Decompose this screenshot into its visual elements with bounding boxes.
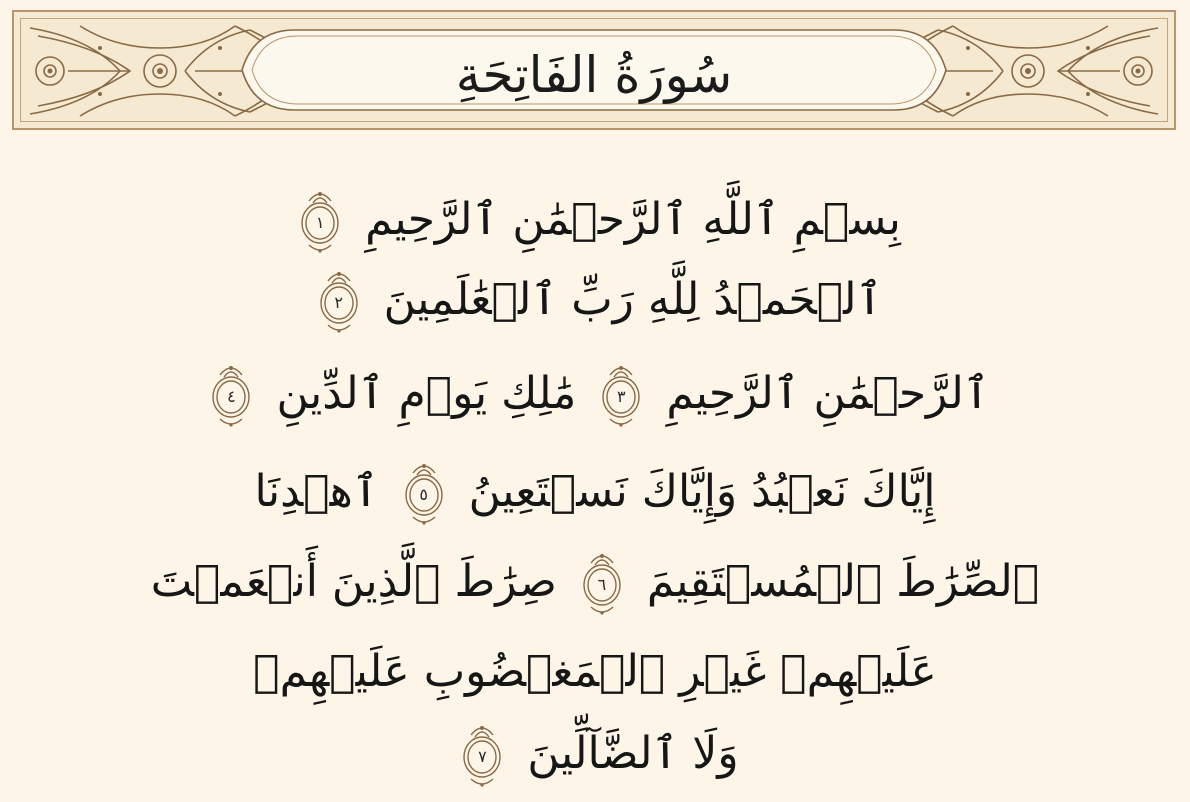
verse-text: ٱلرَّحۡمَٰنِ ٱلرَّحِيمِ: [666, 368, 990, 419]
verse-text: إِيَّاكَ نَعۡبُدُ وَإِيَّاكَ نَسۡتَعِينُ: [468, 466, 936, 517]
verse-text: ٱلصِّرَٰطَ ٱلۡمُسۡتَقِيمَ: [646, 556, 1040, 607]
ayah-number: ٧: [478, 747, 487, 766]
verse-line: [60, 178, 1130, 258]
verse-text: عَلَيۡهِمۡ غَيۡرِ ٱلۡمَغۡضُوبِ عَلَيۡهِمۡ: [253, 646, 937, 697]
verse-line: [60, 540, 1130, 620]
ayah-number: ٣: [617, 387, 626, 406]
verse-line: [60, 258, 1130, 338]
ayah-number: ٢: [334, 293, 343, 312]
ayah-number-marker-icon: [581, 547, 623, 617]
verse-line: [60, 630, 1130, 710]
ayah-number-marker-icon: [600, 359, 642, 429]
verse-text: وَلَا ٱلضَّآلِّينَ: [527, 728, 739, 779]
verse-line: [60, 712, 1130, 792]
verse-line: [60, 450, 1130, 530]
verse-text: ٱهۡدِنَا: [254, 466, 379, 517]
ayah-number-marker-icon: [299, 185, 341, 255]
verse-text: ٱلۡحَمۡدُ لِلَّهِ رَبِّ ٱلۡعَٰلَمِينَ: [383, 274, 883, 325]
ayah-number: ٦: [597, 575, 607, 594]
surah-header-frame: [12, 10, 1176, 130]
verse-text: صِرَٰطَ ٱلَّذِينَ أَنۡعَمۡتَ: [150, 556, 557, 607]
ayah-number-marker-icon: [210, 359, 252, 429]
surah-title: سُورَةُ الفَاتِحَةِ: [455, 46, 733, 104]
verse-text: بِسۡمِ ٱللَّهِ ٱلرَّحۡمَٰنِ ٱلرَّحِيمِ: [365, 194, 901, 245]
ayah-number: ٥: [419, 485, 428, 504]
ayah-number: ٤: [227, 387, 236, 406]
ayah-number: ١: [315, 213, 325, 232]
ayah-number-marker-icon: [318, 265, 360, 335]
ayah-number-marker-icon: [461, 719, 503, 789]
ayah-number-marker-icon: [403, 457, 445, 527]
verse-text: مَٰلِكِ يَوۡمِ ٱلدِّينِ: [276, 368, 577, 419]
verse-line: [60, 352, 1130, 432]
